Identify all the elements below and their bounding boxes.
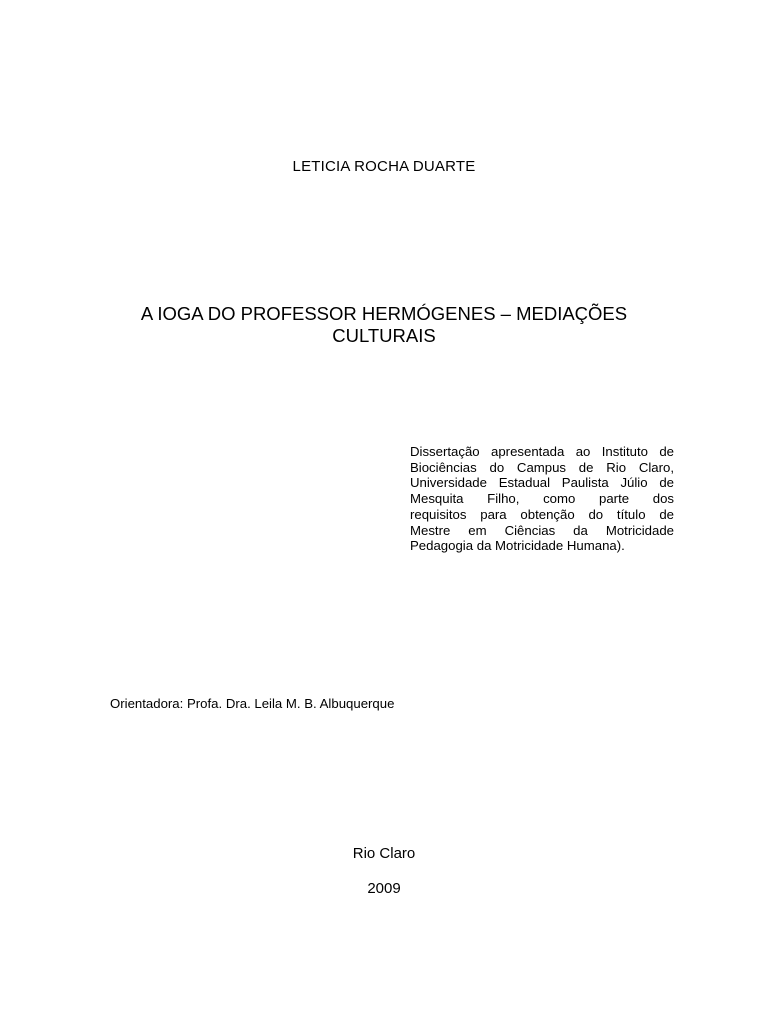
thesis-title-line-1: A IOGA DO PROFESSOR HERMÓGENES – MEDIAÇÕES [140,303,628,324]
advisor-line: Orientadora: Profa. Dra. Leila M. B. Albuquerque [110,696,395,711]
statement-line: Mestre em Ciências da Motricidade [410,522,674,538]
statement-line: requisitos para obtenção do título de [410,506,674,522]
statement-line: Dissertação apresentada ao Instituto de [410,444,674,459]
author-name: LETICIA ROCHA DUARTE [292,158,476,175]
statement-line: Mesquita Filho, como parte dos [410,491,674,507]
thesis-title [84,303,684,347]
year: 2009 [367,880,401,897]
statement-line: Pedagogia da Motricidade Humana). [410,538,625,554]
statement-line: Biociências do Campus de Rio Claro, [410,459,674,475]
thesis-title-line-2: CULTURAIS [332,325,436,346]
city: Rio Claro [352,845,416,862]
statement-line: Universidade Estadual Paulista Júlio de [410,475,674,491]
dissertation-statement [410,444,674,554]
